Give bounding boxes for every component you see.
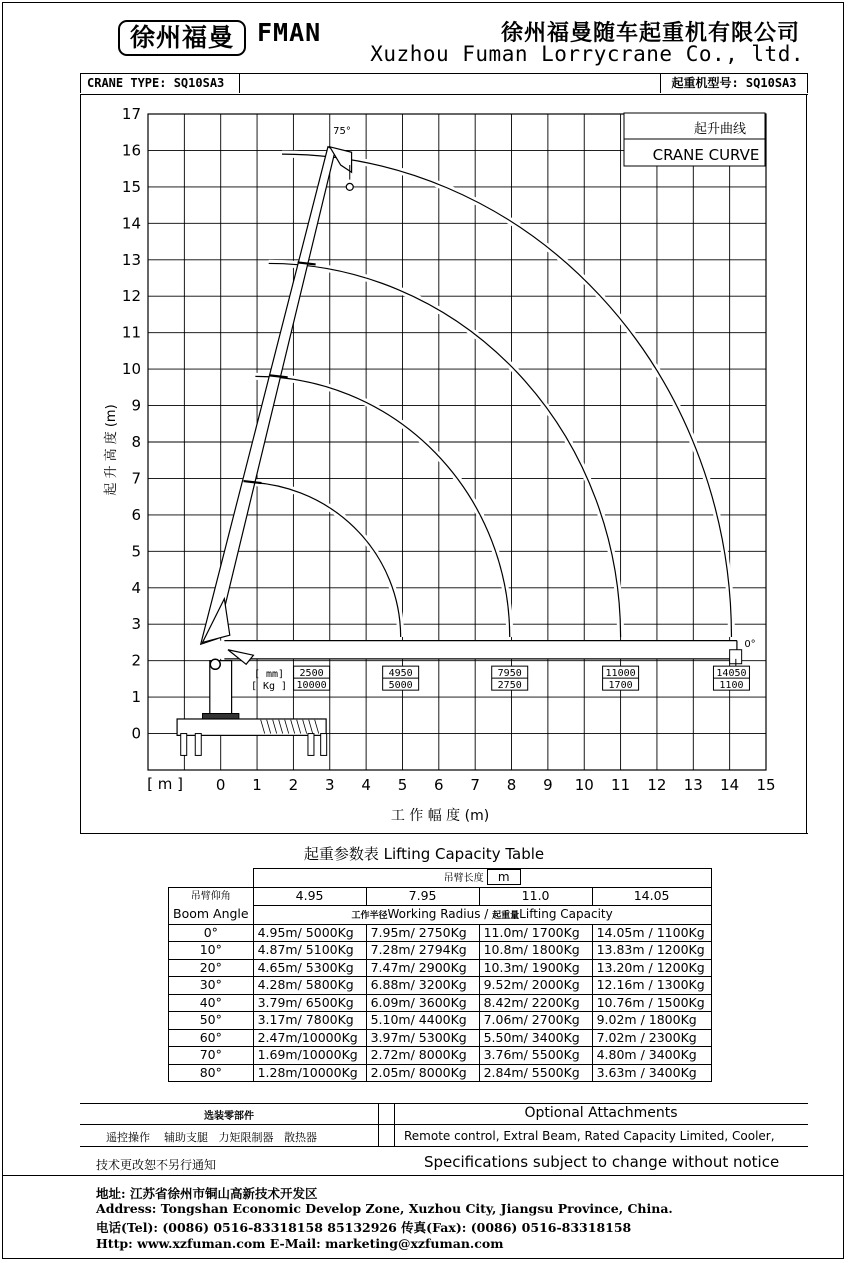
capacity-cell: 11.0m/ 1700Kg [479,924,592,942]
x-tick-label: 11 [611,776,631,794]
x-tick-label: 12 [647,776,667,794]
x-tick-label: 0 [215,776,226,794]
y-tick-label: 13 [121,250,141,269]
capacity-cell: 3.97m/ 5300Kg [366,1029,479,1047]
outrigger-leg [321,734,327,756]
table-row [169,888,712,906]
company-name-en: Xuzhou Fuman Lorrycrane Co., ltd. [370,42,804,66]
angle-cell: 40° [169,994,254,1012]
angle-label-75: 75° [333,126,351,137]
x-tick-label: 15 [756,776,776,794]
capacity-cell: 7.28m/ 2794Kg [366,942,479,960]
angle-cell: 50° [169,1012,254,1030]
y-tick-label: 4 [131,578,141,597]
capacity-arc [269,263,621,637]
x-tick-label: 4 [361,776,371,794]
boom-length-col: 14.05 [592,888,711,906]
table-row [169,994,712,1012]
notice-en: Specifications subject to change without notice [424,1153,780,1171]
load-radius-label: 4950 [388,668,413,680]
capacity-cell: 7.06m/ 2700Kg [479,1012,592,1030]
optional-title-cn: 选装零部件 [204,1111,254,1122]
radius-capacity-header: 工作半径Working Radius / 起重量Lifting Capacity [253,905,711,924]
opt-bottom-line [80,1146,808,1147]
angle-cell: 70° [169,1047,254,1065]
opt-top-line [80,1103,808,1104]
capacity-cell: 2.72m/ 8000Kg [366,1047,479,1065]
boom-length-header: 吊臂长度 m [253,869,711,888]
unit-label-mm: [ mm] [253,669,285,680]
capacity-cell: 3.79m/ 6500Kg [253,994,366,1012]
opt-divider-1 [378,1103,379,1147]
x-tick-label: 8 [506,776,517,794]
y-axis-label: 起 升 高 度 (m) [104,404,119,496]
optional-items-cn: 遥控操作 辅助支腿 力矩限制器 散热器 [106,1131,317,1144]
load-radius-label: 2500 [299,668,324,680]
table-row [169,1029,712,1047]
footer-divider [2,1175,844,1176]
capacity-cell: 3.76m/ 5500Kg [479,1047,592,1065]
angle-label-cn: 吊臂仰角 [169,888,254,906]
chart-title: 起升曲线 [693,122,747,137]
capacity-cell: 7.02m / 2300Kg [592,1029,711,1047]
capacity-cell: 2.47m/10000Kg [253,1029,366,1047]
x-tick-label: 6 [434,776,444,794]
capacity-cell: 3.63m / 3400Kg [592,1064,711,1082]
capacity-cell: 1.28m/10000Kg [253,1064,366,1082]
angle-cell: 20° [169,959,254,977]
capacity-cell: 5.10m/ 4400Kg [366,1012,479,1030]
y-tick-label: 11 [121,323,141,342]
capacity-cell: 10.8m/ 1800Kg [479,942,592,960]
y-tick-label: 5 [131,542,141,561]
table-row [169,942,712,960]
capacity-cell: 9.02m / 1800Kg [592,1012,711,1030]
capacity-cell: 2.05m/ 8000Kg [366,1064,479,1082]
outrigger-leg [308,734,314,756]
table-row [169,1064,712,1082]
x-tick-label: 14 [720,776,740,794]
address-en: Address: Tongshan Economic Develop Zone, Xuzhou City, Jiangsu Province, China. [96,1201,673,1216]
crane-type-en: CRANE TYPE: SQ10SA3 [80,74,240,93]
capacity-cell: 4.80m / 3400Kg [592,1047,711,1065]
capacity-cell: 1.69m/10000Kg [253,1047,366,1065]
notice-cn: 技术更改恕不另行通知 [96,1158,217,1172]
boom-length-col: 7.95 [366,888,479,906]
y-tick-label: 9 [131,396,141,415]
y-tick-label: 0 [131,724,141,743]
load-radius-label: 11000 [605,668,636,680]
x-tick-label: 3 [324,776,335,794]
table-row [169,959,712,977]
capacity-cell: 10.3m/ 1900Kg [479,959,592,977]
y-tick-label: 7 [131,469,141,488]
table-row [169,1047,712,1065]
website-email: Http: www.xzfuman.com E-Mail: marketing@xzfuman.com [96,1236,504,1251]
x-tick-label: 10 [574,776,594,794]
y-tick-label: 2 [131,651,141,670]
capacity-cell: 7.95m/ 2750Kg [366,924,479,942]
company-logo: 徐州福曼 [118,20,246,56]
capacity-cell: 2.84m/ 5500Kg [479,1064,592,1082]
address-cn: 地址: 江苏省徐州市铜山高新技术开发区 [96,1186,318,1201]
y-tick-label: 10 [121,360,141,379]
arc-halo [269,263,621,637]
capacity-table-title: 起重参数表 Lifting Capacity Table [303,845,545,863]
section-divider [80,833,808,834]
capacity-cell: 13.83m / 1200Kg [592,942,711,960]
table-row [169,924,712,942]
capacity-cell: 5.50m/ 3400Kg [479,1029,592,1047]
unit-label-kg: [ Kg ] [250,681,288,692]
capacity-cell: 12.16m / 1300Kg [592,977,711,995]
load-radius-label: 14050 [716,668,747,680]
load-boxes [294,666,750,691]
opt-mid-line [80,1124,808,1125]
capacity-cell: 4.87m/ 5100Kg [253,942,366,960]
arc-halo [242,482,400,637]
table-row [169,905,712,924]
boom-length-col: 4.95 [253,888,366,906]
capacity-cell: 8.42m/ 2200Kg [479,994,592,1012]
angle-cell: 80° [169,1064,254,1082]
capacity-cell: 6.09m/ 3600Kg [366,994,479,1012]
optional-title-en: Optional Attachments [524,1105,678,1121]
load-capacity-label: 1700 [608,680,633,692]
capacity-table [168,868,712,1082]
slew-pivot [210,659,220,669]
capacity-cell: 4.65m/ 5300Kg [253,959,366,977]
table-row [169,1012,712,1030]
load-capacity-label: 10000 [296,680,327,692]
angle-cell: 60° [169,1029,254,1047]
angle-cell: 30° [169,977,254,995]
load-capacity-label: 2750 [497,680,522,692]
capacity-cell: 13.20m / 1200Kg [592,959,711,977]
boom-bg [213,641,736,659]
capacity-cell: 4.95m/ 5000Kg [253,924,366,942]
angle-cell: 0° [169,924,254,942]
outrigger-beam [177,719,326,735]
y-tick-label: 17 [121,105,141,123]
capacity-cell: 3.17m/ 7800Kg [253,1012,366,1030]
table-row [169,977,712,995]
optional-attachments [80,1103,808,1147]
y-tick-label: 12 [121,287,141,306]
x-tick-label: 1 [252,776,262,794]
outrigger-leg [195,734,201,756]
company-name-cn: 徐州福曼随车起重机有限公司 [500,21,800,46]
optional-items-en: Remote control, Extral Beam, Rated Capacity Limited, Cooler, [404,1129,775,1143]
angle-label-0: 0° [744,639,756,650]
brand-name: FMAN [257,18,322,47]
capacity-cell: 4.28m/ 5800Kg [253,977,366,995]
y-tick-label: 16 [121,141,141,160]
y-tick-label: 1 [131,688,141,707]
x-tick-label: 5 [397,776,408,794]
capacity-cell: 10.76m / 1500Kg [592,994,711,1012]
crane-type-cn: 起重机型号: SQ10SA3 [660,74,808,93]
x-axis-label: 工 作 幅 度 (m) [390,808,490,824]
chart-subtitle: CRANE CURVE [652,146,760,164]
y-tick-label: 3 [131,615,141,634]
load-radius-label: 7950 [497,668,522,680]
phone-fax: 电话(Tel): (0086) 0516-83318158 85132926 传真(Fax): (0086) 0516-83318158 [96,1220,632,1235]
load-capacity-label: 5000 [388,680,413,692]
capacity-cell: 14.05m / 1100Kg [592,924,711,942]
load-capacity-label: 1100 [719,680,744,692]
x-tick-label: 7 [470,776,480,794]
capacity-cell: 6.88m/ 3200Kg [366,977,479,995]
outrigger-leg [181,734,187,756]
capacity-cell: 9.52m/ 2000Kg [479,977,592,995]
y-tick-label: 14 [121,214,141,233]
chart-grid [148,114,766,770]
capacity-table-body [169,924,712,1082]
y-tick-label: 8 [131,433,141,451]
table-row [169,869,712,888]
y-tick-label: 15 [121,177,141,196]
y-tick-label: 6 [131,505,141,524]
x-tick-label: 13 [683,776,703,794]
angle-cell: 10° [169,942,254,960]
capacity-cell: 7.47m/ 2900Kg [366,959,479,977]
boom-length-col: 11.0 [479,888,592,906]
x-tick-label: 9 [543,776,553,794]
x-unit-label: [ m ] [147,775,183,793]
hook-icon [346,183,353,190]
x-tick-label: 2 [288,776,299,794]
angle-label-en: Boom Angle [169,905,254,924]
